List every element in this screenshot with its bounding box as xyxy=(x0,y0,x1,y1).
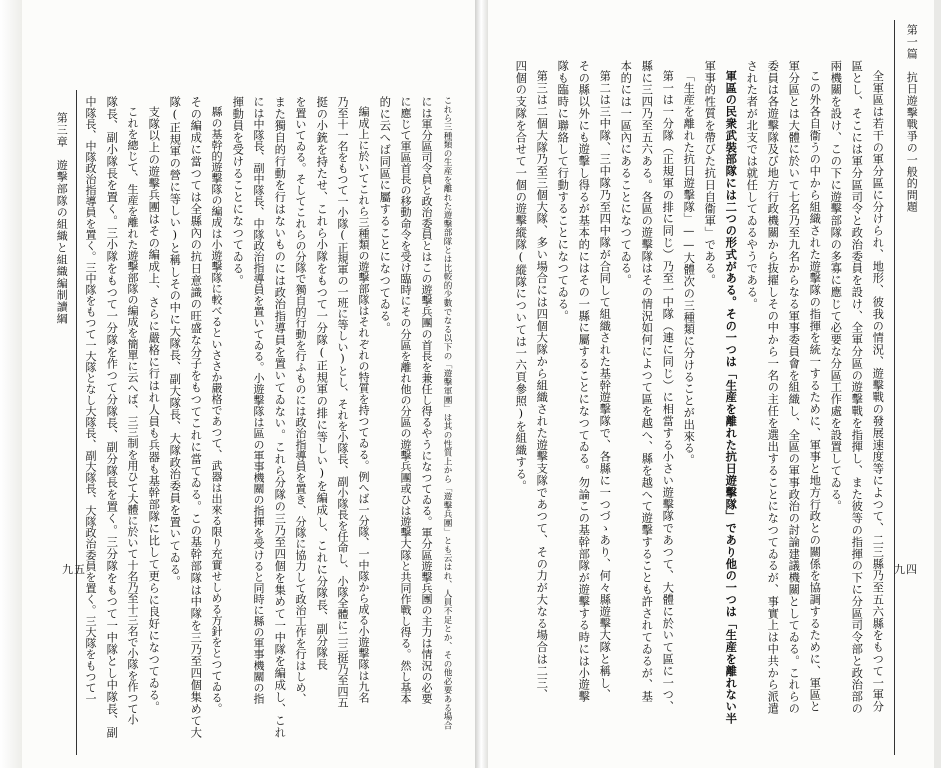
left-col-7: 挺の小銃を持たせ、これら小隊をもつて一分隊(正規軍の排に等しい)を編成し、これに分隊長、副分隊長 xyxy=(315,96,329,671)
left-col-2: には軍分區司令員と政治委員とはこの遊擊兵團の首長を兼任し得るやうになつてゐる。軍分區遊擊兵團の主力は情況の必要 xyxy=(420,96,434,704)
right-head-rule xyxy=(894,20,895,755)
right-col-13: 本的には一區內にあることになつてゐる。 xyxy=(619,60,633,287)
left-page xyxy=(22,0,475,768)
left-col-1: これら三種類の生産を離れた遊擊部隊とは比較的少數でなる以下の「遊擊軍團」は其の性質上から「遊擊兵團」とも云はれ、人員不足とか、その他必要ある場合 xyxy=(442,96,452,730)
right-running-head: 第一篇 抗日遊擊戰爭の一般的問題 xyxy=(905,24,919,213)
left-col-8: を置いてゐる。そしてこれらの分隊で獨自的行動を行ふものには政治指導員を置き、分隊に協力して政治工作を行はしめ、 xyxy=(294,96,308,704)
right-col-4: この外各自衞うの中から組織された遊擊隊の指揮を統一するために、軍事と地方行政との關係を協調するために、軍區と xyxy=(808,70,822,713)
right-col-17: 第三は二個大隊乃至三個大隊、多い場合には四個大隊から組織された遊擊支隊であつて、その力が大なる場合は二三、 xyxy=(535,70,549,701)
left-col-5: 編成上に於いてこれら三種類の遊擊部隊はそれぞれの特質を持つてゐる。例へば一分隊、一中隊から成る小遊擊隊は九名 xyxy=(357,106,371,703)
right-col-2: 區とし、そこには軍分區司令と政治委員を設け、全軍分區の遊擊戰を指揮し、また彼等の指揮の下に分區司令部と政治部の xyxy=(850,60,864,715)
left-page-number: 九五 xyxy=(62,563,86,576)
right-col-3: 兩機關を設け、この下に遊擊部隊の多寡に應じて必要な分區工作處を設置してゐる。 xyxy=(829,60,843,513)
left-col-17: 隊長、副小隊長を置く。三小隊をもつて一分隊を作つて分隊長、副分隊長を置く。三分隊をもつて一中隊とし中隊長、副 xyxy=(105,96,119,739)
left-col-6: 乃至十一名をもつて一小隊(正規軍の一班に等しい)とし、それを小隊長、副小隊長を任命し、小隊全體に二三挺乃至四五 xyxy=(336,96,350,708)
left-col-13: その編成に當つては全縣內の抗日意識の旺盛な分子をもつてこれに當てゐる。この基幹部隊は中隊を三乃至四個集めて大 xyxy=(189,96,203,739)
left-col-12: 縣の基幹的遊擊隊の編成は小遊擊隊に較べるといささか嚴格であつて、武器は出來る限り充實せしめる方針をとつてゐる。 xyxy=(210,106,224,714)
left-col-9: また獨自的行動を行はないものには政治指導員を置いてゐない。これら分隊の三乃至四個を集めて一中隊を編成し、これ xyxy=(273,96,287,739)
page-edge-right xyxy=(933,0,941,768)
right-col-9: 軍事的性質を帶びた抗日自衞軍」である。 xyxy=(703,60,717,287)
left-col-16: これを總じて、生産を離れた遊擊部隊の編成を簡單に云へば、三三制を用ひて大體に於いて十名乃至十三名で小隊を作つて小 xyxy=(126,106,140,725)
right-col-16: 隊も臨時に聯絡して行動することになつてゐる。 xyxy=(556,60,570,322)
right-page xyxy=(488,0,934,768)
left-running-head: 第三章 遊擊部隊の組織と組織編制讀綱 xyxy=(55,112,69,325)
right-col-6: 委員は各遊擊隊及び地方行政機關から抜擢しその中から一名の主任を選出することになつてゐるが、事實上は中共から派遣 xyxy=(766,60,780,715)
right-col-1: 全軍區は若干の軍分區に分けられ、地形、彼我の情況、遊擊戰の發展速度等によつて、二三縣乃至五六縣をもつて一軍分 xyxy=(871,70,885,713)
right-col-14: 第二は三中隊、三中隊乃至四中隊が合同して組織された基幹遊擊隊で、各縣に一つづゝあり、何々縣遊擊大隊と稱し、 xyxy=(598,70,612,701)
page-edge-left xyxy=(0,0,24,768)
left-col-3: に應じて軍區首長の移動命令を受け臨時にその分區を離れ他の分區の遊擊兵團或ひは遊擊大隊と共同作戰し得る。然し基本 xyxy=(399,96,413,704)
right-col-5: 軍分區とは大體に於いて七名乃至九名からなる軍事委員會を組織し、全區の軍事政治の討論建議機關としてゐる。これらの xyxy=(787,60,801,715)
left-col-15: 支隊以上の遊擊兵團はその編成上、さらに嚴格に行はれ人員も兵器も基幹部隊に比して更らに良好になつてゐる。 xyxy=(147,106,161,713)
right-col-12: 縣に三四乃至五六ある。各區の遊擊隊はその情況如何によつて區を越へ、縣を越へて遊擊することも許されてゐるが、基 xyxy=(640,60,654,703)
left-col-10: には中隊長、副中隊長、中隊政治指導員を置いてゐる。小遊擊隊は區の軍事機關の指揮を受けると同時に縣の軍事機關の指 xyxy=(252,96,266,704)
right-col-7: された者が北支では就任してゐるやうである。 xyxy=(745,60,759,310)
right-col-18: 四個の支隊を合せて一個の遊擊縱隊(縱隊については一六頁參照)を組織する。 xyxy=(514,60,528,492)
right-col-11: 第一は一分隊（正規軍の排に同じ）乃至一中隊（連に同じ）に相當する小さい遊擊隊であつて、大體に於いて區に一つ、 xyxy=(661,70,675,713)
left-col-14: 隊(正規軍の營に等しい)と稱しその中に大隊長、副大隊長、大隊政治委員を置いてゐる。 xyxy=(168,96,182,588)
left-col-18: 中隊長、中隊政治指導員を置く。三中隊をもつて一大隊となし大隊長、副大隊長、大隊政治委員を置く。三大隊をもつて一 xyxy=(84,96,98,704)
right-page-number: 九四 xyxy=(894,563,918,576)
right-col-15: その縣以外にも遊擊し得るが基本的にはその一縣に屬することになつてゐる。勿論この基幹部隊が遊擊する時には小遊擊 xyxy=(577,60,591,703)
right-col-10: 「生産を離れた抗日遊擊隊」——大體次の三種類に分けることが出來る。 xyxy=(682,70,696,467)
left-col-4: 的に云へば同區に屬することになつてゐる。 xyxy=(378,96,392,334)
left-col-11: 揮動員を受けることになつてゐる。 xyxy=(231,96,245,287)
left-head-rule xyxy=(76,90,77,755)
right-col-8: 軍區の民衆武裝部隊には二つの形式がある。その一つは「生産を離れた抗日遊擊隊」であり他の一つは「生産を離れない半 xyxy=(724,70,739,725)
